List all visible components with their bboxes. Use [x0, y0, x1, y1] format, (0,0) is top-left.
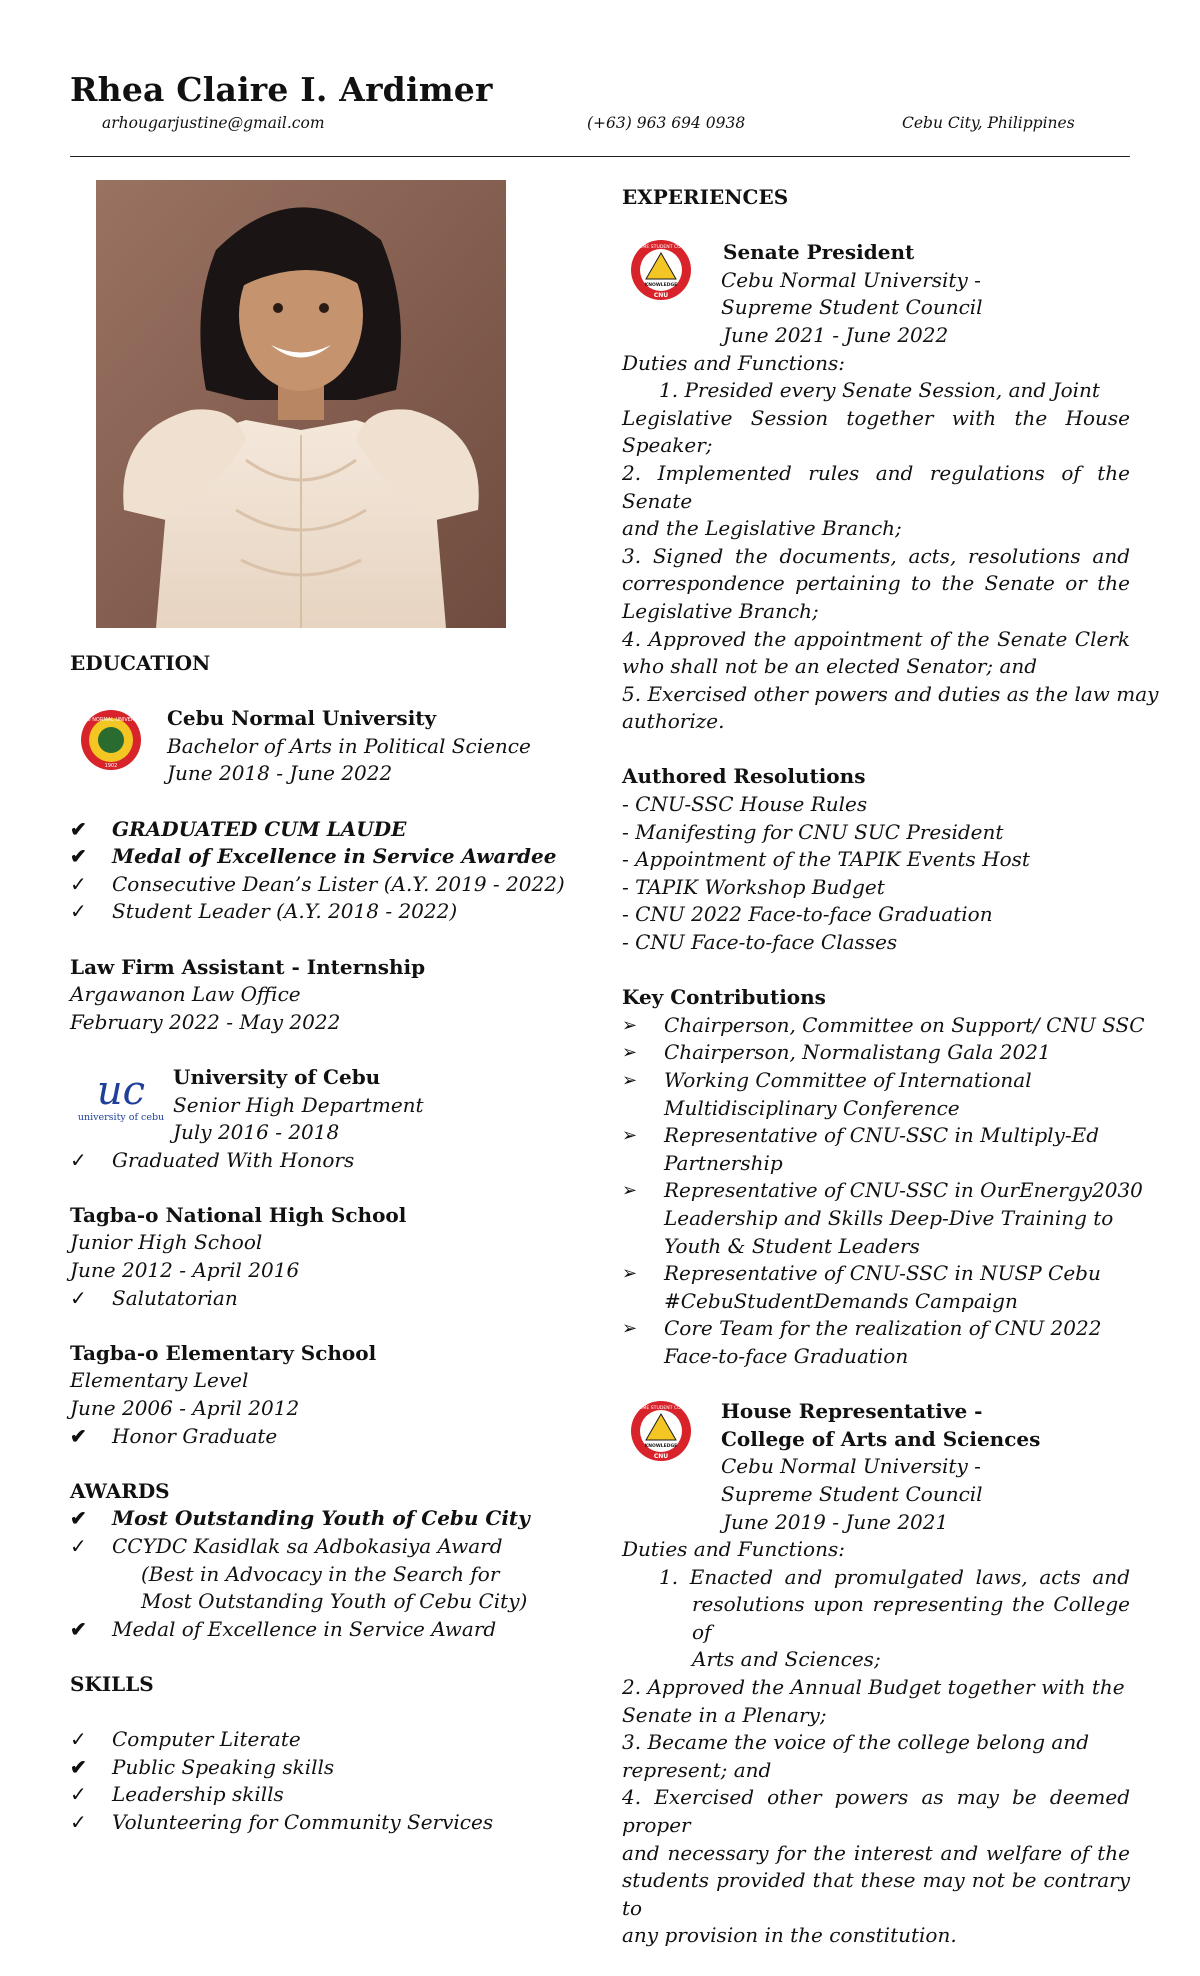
honor-text: Graduated With Honors	[112, 1147, 355, 1172]
senate-duty-line: authorize.	[622, 709, 725, 734]
check-icon: ✓	[70, 1147, 87, 1172]
contribution-item	[622, 1122, 1130, 1150]
house-duty-line: and necessary for the interest and welfare of the	[622, 1840, 1130, 1865]
uc-school-name: University of Cebu	[173, 1064, 381, 1089]
contribution-item	[622, 1260, 1130, 1288]
resolution-item: - CNU-SSC House Rules	[622, 792, 868, 817]
cnu-school-name: Cebu Normal University	[167, 706, 437, 731]
ssc-seal-bottom: CNU	[653, 292, 669, 300]
resolution-item: - CNU Face-to-face Classes	[622, 930, 898, 955]
heavy-check-icon: ✔	[70, 1423, 87, 1448]
house-dates: June 2019 - June 2021	[723, 1509, 949, 1534]
skill-text: Computer Literate	[112, 1727, 301, 1752]
house-duty-line: students provided that these may not be contrary to	[622, 1868, 1130, 1920]
cnu-seal-icon	[76, 709, 146, 771]
house-org-1: Cebu Normal University -	[721, 1454, 981, 1479]
house-duty-line: 2. Approved the Annual Budget together with the	[622, 1675, 1125, 1700]
awards-heading: AWARDS	[70, 1478, 170, 1503]
contribution-text: Chairperson, Normalistang Gala 2021	[664, 1040, 1051, 1065]
right-column	[622, 184, 1159, 1950]
uc-logo-mark: uc	[96, 1067, 146, 1114]
check-icon: ✓	[70, 1285, 87, 1310]
resolution-item: - Appointment of the TAPIK Events Host	[622, 847, 1030, 872]
resolution-item: - TAPIK Workshop Budget	[622, 874, 885, 899]
ssc-seal-icon	[627, 239, 695, 301]
honor-text: Student Leader (A.Y. 2018 - 2022)	[112, 899, 458, 924]
skill-item	[70, 1754, 590, 1782]
internship-dates: February 2022 - May 2022	[70, 1009, 341, 1034]
cnu-dates: June 2018 - June 2022	[167, 761, 393, 786]
honor-item	[70, 871, 590, 899]
ssc-seal-text: SUPREME STUDENT COUNCIL	[627, 1406, 695, 1412]
arrow-bullet-icon: ➢	[622, 1042, 638, 1064]
senate-dates: June 2021 - June 2022	[723, 322, 949, 347]
check-icon: ✓	[70, 871, 87, 896]
heavy-check-icon: ✔	[70, 1616, 87, 1641]
house-duty-line: represent; and	[622, 1757, 772, 1782]
contribution-text: Representative of CNU-SSC in OurEnergy2030	[664, 1178, 1143, 1203]
check-icon: ✓	[70, 1809, 87, 1834]
cnu-seal-text: CEBU NORMAL UNIVERSITY	[76, 717, 146, 724]
tagbao-hs-name: Tagba-o National High School	[70, 1202, 407, 1227]
award-text-continuation: Most Outstanding Youth of Cebu City)	[141, 1589, 528, 1614]
honor-text: Medal of Excellence in Service Awardee	[112, 844, 557, 869]
honor-text: Consecutive Dean’s Lister (A.Y. 2019 - 2022)	[112, 871, 565, 896]
skill-text: Leadership skills	[112, 1782, 284, 1807]
contribution-item	[622, 1315, 1130, 1343]
uc-dates: July 2016 - 2018	[173, 1120, 340, 1145]
contribution-text-continuation: Partnership	[664, 1150, 783, 1175]
senate-duty-line: Legislative Branch;	[622, 598, 819, 623]
award-item	[70, 1616, 590, 1644]
cnu-education-entry	[70, 705, 590, 788]
award-item	[70, 1533, 590, 1561]
senate-duty-line: 1. Presided every Senate Session, and Joint	[659, 378, 1100, 403]
skill-item	[70, 1781, 590, 1809]
honor-item	[70, 898, 590, 926]
house-duty-line: Senate in a Plenary;	[622, 1702, 827, 1727]
contribution-item	[622, 1039, 1130, 1067]
skill-text: Volunteering for Community Services	[112, 1809, 494, 1834]
ssc-seal-inner: KNOWLEDGE	[644, 283, 678, 289]
profile-photo-illustration	[96, 180, 506, 628]
house-duty-line: resolutions upon representing the College of	[692, 1592, 1130, 1644]
house-duty-line: 1. Enacted and promulgated laws, acts and	[659, 1564, 1130, 1589]
arrow-bullet-icon: ➢	[622, 1263, 638, 1285]
award-text: Most Outstanding Youth of Cebu City	[112, 1506, 530, 1531]
contribution-text-continuation: Face-to-face Graduation	[664, 1343, 909, 1368]
header-divider	[70, 156, 1130, 157]
contributions-heading: Key Contributions	[622, 985, 826, 1010]
resolution-item: - CNU 2022 Face-to-face Graduation	[622, 902, 993, 927]
check-icon: ✓	[70, 1534, 87, 1558]
check-icon: ✓	[70, 1782, 87, 1807]
contact-location: Cebu City, Philippines	[902, 114, 1075, 132]
cnu-seal-year: 1902	[104, 763, 118, 770]
profile-photo	[96, 180, 506, 628]
senate-duty-line: 5. Exercised other powers and duties as the law may	[622, 681, 1159, 706]
honor-item	[70, 1423, 590, 1451]
resume-name: Rhea Claire I. Ardimer	[70, 70, 493, 109]
house-title-1: House Representative -	[721, 1399, 983, 1424]
senate-duty-line: 3. Signed the documents, acts, resolutions and	[622, 543, 1130, 568]
tagbao-es-name: Tagba-o Elementary School	[70, 1340, 377, 1365]
senate-org-2: Supreme Student Council	[721, 295, 983, 320]
honor-item	[70, 1285, 590, 1313]
house-org-2: Supreme Student Council	[721, 1481, 983, 1506]
house-duty-line: 4. Exercised other powers as may be deemed proper	[622, 1785, 1130, 1838]
heavy-check-icon: ✔	[70, 816, 87, 841]
house-duties-label: Duties and Functions:	[622, 1537, 845, 1562]
contribution-text: Representative of CNU-SSC in Multiply-Ed	[664, 1123, 1100, 1148]
contribution-item	[622, 1012, 1145, 1040]
tagbao-hs-dates: June 2012 - April 2016	[70, 1258, 300, 1283]
senate-title: Senate President	[723, 240, 915, 265]
house-title-2: College of Arts and Sciences	[721, 1426, 1041, 1451]
internship-office: Argawanon Law Office	[70, 982, 301, 1007]
senate-duty-line: Speaker;	[622, 433, 713, 458]
uc-logo-icon	[77, 1066, 165, 1124]
uc-logo-text: university of cebu	[77, 1111, 165, 1123]
arrow-bullet-icon: ➢	[622, 1014, 638, 1036]
honor-text: GRADUATED CUM LAUDE	[112, 816, 407, 841]
award-text-continuation: (Best in Advocacy in the Search for	[141, 1561, 500, 1586]
contribution-item	[622, 1177, 1143, 1205]
arrow-bullet-icon: ➢	[622, 1070, 638, 1091]
house-duty-line: any provision in the constitution.	[622, 1923, 957, 1948]
senate-duty-line: 2. Implemented rules and regulations of the Senate	[622, 460, 1130, 513]
experiences-heading: EXPERIENCES	[622, 185, 789, 209]
house-duty-line: 3. Became the voice of the college belong and	[622, 1730, 1090, 1755]
award-text: Medal of Excellence in Service Award	[112, 1616, 497, 1641]
ssc-seal-inner: KNOWLEDGE	[644, 1444, 678, 1450]
honor-text: Salutatorian	[112, 1285, 238, 1310]
house-duty-line: Arts and Sciences;	[692, 1647, 881, 1672]
ssc-seal-bottom: CNU	[653, 1453, 669, 1461]
uc-department: Senior High Department	[173, 1092, 424, 1117]
tagbao-es-level: Elementary Level	[70, 1368, 249, 1393]
arrow-bullet-icon: ➢	[622, 1318, 638, 1340]
contribution-text: Representative of CNU-SSC in NUSP Cebu	[664, 1261, 1101, 1286]
senate-org-1: Cebu Normal University -	[721, 267, 981, 292]
arrow-bullet-icon: ➢	[622, 1125, 638, 1147]
skills-heading: SKILLS	[70, 1671, 154, 1696]
internship-title: Law Firm Assistant - Internship	[70, 954, 426, 979]
contribution-item	[622, 1067, 1130, 1095]
contribution-text: Core Team for the realization of CNU 2022	[664, 1316, 1102, 1341]
senate-duty-line: Legislative Session together with the House	[622, 405, 1130, 430]
honor-text: Honor Graduate	[112, 1423, 278, 1448]
senate-president-entry	[622, 239, 1130, 349]
contribution-text-continuation: Youth & Student Leaders	[664, 1233, 920, 1258]
skill-item	[70, 1726, 590, 1754]
contribution-text-continuation: #CebuStudentDemands Campaign	[664, 1288, 1018, 1313]
resolutions-heading: Authored Resolutions	[622, 764, 866, 789]
ssc-seal-icon	[627, 1400, 695, 1462]
left-column	[70, 650, 590, 1837]
senate-duties-label: Duties and Functions:	[622, 350, 845, 375]
resolution-item: - Manifesting for CNU SUC President	[622, 819, 1004, 844]
senate-duty-line: 4. Approved the appointment of the Senate Clerk	[622, 626, 1130, 651]
tagbao-hs-level: Junior High School	[70, 1230, 263, 1255]
skill-item	[70, 1809, 590, 1837]
honor-item	[70, 1147, 590, 1175]
heavy-check-icon: ✔	[70, 844, 87, 869]
contribution-text-continuation: Leadership and Skills Deep-Dive Training to	[664, 1205, 1114, 1230]
senate-duty-line: correspondence pertaining to the Senate or the	[622, 571, 1130, 596]
arrow-bullet-icon: ➢	[622, 1180, 638, 1202]
house-representative-entry	[622, 1398, 1130, 1536]
honor-item	[70, 816, 590, 844]
tagbao-es-dates: June 2006 - April 2012	[70, 1396, 300, 1421]
honor-item	[70, 843, 590, 871]
award-item	[70, 1505, 590, 1533]
ssc-seal-text: SUPREME STUDENT COUNCIL	[627, 245, 695, 251]
education-heading: EDUCATION	[70, 651, 211, 675]
award-text: CCYDC Kasidlak sa Adbokasiya Award	[112, 1534, 503, 1558]
heavy-check-icon: ✔	[70, 1754, 87, 1779]
check-icon: ✓	[70, 1727, 87, 1752]
contribution-text-continuation: Multidisciplinary Conference	[664, 1095, 960, 1120]
skill-text: Public Speaking skills	[112, 1754, 335, 1779]
senate-duty-line: and the Legislative Branch;	[622, 516, 902, 541]
contribution-text: Chairperson, Committee on Support/ CNU SSC	[664, 1012, 1145, 1037]
check-icon: ✓	[70, 899, 87, 924]
heavy-check-icon: ✔	[70, 1506, 87, 1531]
uc-education-entry	[70, 1064, 590, 1147]
contribution-text: Working Committee of International	[664, 1068, 1032, 1092]
contact-phone[interactable]: (+63) 963 694 0938	[587, 114, 746, 132]
contact-email[interactable]: arhougarjustine@gmail.com	[102, 114, 325, 132]
cnu-degree: Bachelor of Arts in Political Science	[167, 733, 531, 758]
senate-duty-line: who shall not be an elected Senator; and	[622, 654, 1038, 679]
